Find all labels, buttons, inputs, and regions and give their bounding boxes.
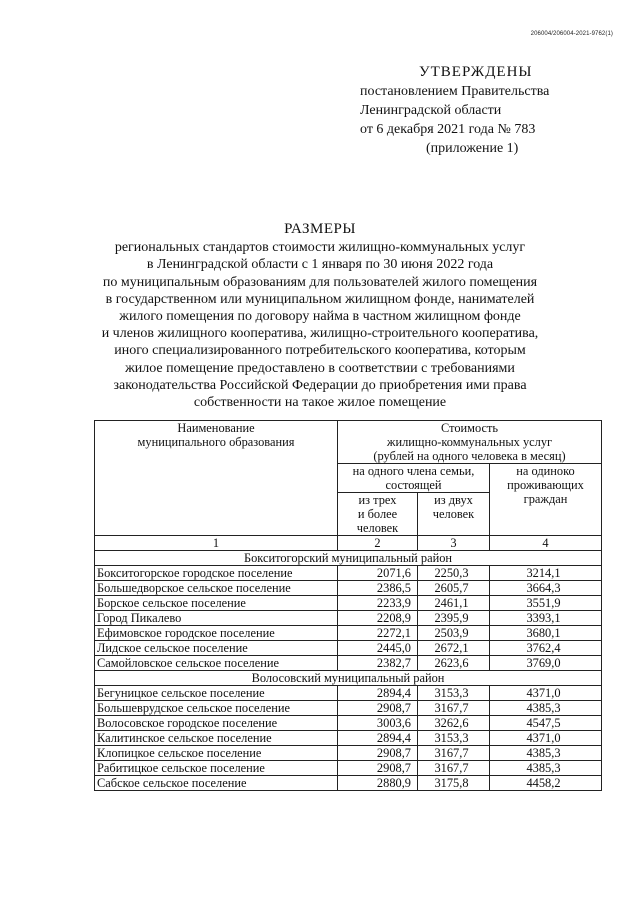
header-cost: [338, 421, 602, 464]
municipality-name: Волосовское городское поселение: [95, 716, 338, 731]
municipality-name: Большеврудское сельское поселение: [95, 701, 338, 716]
value-two: 3153,3: [418, 686, 490, 701]
header-municipality-line: Наименование: [177, 421, 255, 435]
district-name: Бокситогорский муниципальный район: [95, 551, 602, 566]
heading-line: иного специализированного потребительского кооператива, которым: [114, 343, 526, 359]
value-single: 3680,1: [490, 626, 602, 641]
value-two: 2395,9: [418, 611, 490, 626]
municipality-name: Ефимовское городское поселение: [95, 626, 338, 641]
value-three-plus: 2445,0: [338, 641, 418, 656]
column-number: 3: [418, 536, 490, 551]
column-number-row: [95, 536, 602, 551]
value-single: 4458,2: [490, 776, 602, 791]
header-single-line: граждан: [523, 492, 568, 506]
value-two: 3153,3: [418, 731, 490, 746]
table-row: [95, 686, 602, 701]
municipality-name: Город Пикалево: [95, 611, 338, 626]
value-single: 4385,3: [490, 746, 602, 761]
value-two: 2250,3: [418, 566, 490, 581]
header-three-line: человек: [356, 521, 399, 535]
header-three-line: из трех: [358, 493, 397, 507]
header-municipality: [95, 421, 338, 536]
district-name: Волосовский муниципальный район: [95, 671, 602, 686]
heading-line: собственности на такое жилое помещение: [193, 395, 447, 411]
header-cost-line: жилищно-коммунальных услуг: [386, 435, 553, 449]
value-single: 3393,1: [490, 611, 602, 626]
table-row: [95, 746, 602, 761]
header-family-line: состоящей: [385, 478, 442, 492]
value-two: 3167,7: [418, 761, 490, 776]
table-row: [95, 731, 602, 746]
approval-appendix: (приложение 1): [426, 141, 519, 156]
value-single: 3769,0: [490, 656, 602, 671]
value-three-plus: 2908,7: [338, 761, 418, 776]
value-single: 4547,5: [490, 716, 602, 731]
header-family: [338, 464, 490, 493]
value-two: 2672,1: [418, 641, 490, 656]
approval-title: УТВЕРЖДЕНЫ: [419, 64, 533, 80]
document-id: 206004/206004-2021-9762(1): [530, 31, 613, 37]
heading-line: законодательства Российской Федерации до приобретения ими права: [113, 377, 527, 393]
header-two-line: из двух: [434, 493, 473, 507]
municipality-name: Самойловское сельское поселение: [95, 656, 338, 671]
value-single: 3762,4: [490, 641, 602, 656]
table-row: [95, 626, 602, 641]
municipality-name: Лидское сельское поселение: [95, 641, 338, 656]
value-single: 4371,0: [490, 731, 602, 746]
value-three-plus: 3003,6: [338, 716, 418, 731]
heading-title: РАЗМЕРЫ: [284, 221, 356, 237]
value-three-plus: 2386,5: [338, 581, 418, 596]
header-two-line: человек: [432, 507, 475, 521]
header-cost-line: (рублей на одного человека в месяц): [373, 449, 566, 463]
value-two: 3167,7: [418, 746, 490, 761]
value-single: 3214,1: [490, 566, 602, 581]
value-three-plus: 2908,7: [338, 746, 418, 761]
municipality-name: Клопицкое сельское поселение: [95, 746, 338, 761]
value-three-plus: 2908,7: [338, 701, 418, 716]
heading-line: жилого помещения по договору найма в частном жилищном фонде: [119, 309, 521, 325]
table-row: [95, 611, 602, 626]
header-two: [418, 493, 490, 536]
approval-line-2: Ленинградской области: [360, 103, 502, 118]
value-three-plus: 2233,9: [338, 596, 418, 611]
municipality-name: Рабитицкое сельское поселение: [95, 761, 338, 776]
heading-line: в Ленинградской области с 1 января по 30 июня 2022 года: [146, 257, 494, 273]
value-three-plus: 2208,9: [338, 611, 418, 626]
heading-line: жилое помещение предоставлено в соответствии с требованиями: [125, 360, 515, 376]
value-two: 2461,1: [418, 596, 490, 611]
value-single: 4385,3: [490, 761, 602, 776]
municipality-name: Большедворское сельское поселение: [95, 581, 338, 596]
table-body: [95, 551, 602, 791]
table-row: [95, 566, 602, 581]
value-two: 2605,7: [418, 581, 490, 596]
value-two: 2623,6: [418, 656, 490, 671]
rates-table: [94, 420, 602, 791]
column-number: 2: [338, 536, 418, 551]
value-single: 3664,3: [490, 581, 602, 596]
header-single-line: проживающих: [507, 478, 584, 492]
value-single: 3551,9: [490, 596, 602, 611]
heading-line: и членов жилищного кооператива, жилищно-строительного кооператива,: [101, 326, 539, 342]
municipality-name: Калитинское сельское поселение: [95, 731, 338, 746]
municipality-name: Борское сельское поселение: [95, 596, 338, 611]
value-single: 4371,0: [490, 686, 602, 701]
table-row: [95, 596, 602, 611]
document-heading: [60, 221, 580, 411]
table-row: [95, 761, 602, 776]
heading-line: по муниципальным образованиям для пользователей жилого помещения: [102, 274, 538, 290]
value-single: 4385,3: [490, 701, 602, 716]
district-row: [95, 671, 602, 686]
table-row: [95, 581, 602, 596]
table-row: [95, 656, 602, 671]
value-three-plus: 2382,7: [338, 656, 418, 671]
header-three-plus: [338, 493, 418, 536]
column-number: 4: [490, 536, 602, 551]
header-single-line: на одиноко: [516, 464, 575, 478]
municipality-name: Бегуницкое сельское поселение: [95, 686, 338, 701]
approval-line-1: постановлением Правительства: [360, 84, 550, 99]
value-three-plus: 2894,4: [338, 731, 418, 746]
header-single: [490, 464, 602, 536]
header-three-line: и более: [357, 507, 398, 521]
value-three-plus: 2880,9: [338, 776, 418, 791]
heading-line: в государственном или муниципальном жилищном фонде, нанимателей: [105, 291, 535, 307]
value-three-plus: 2894,4: [338, 686, 418, 701]
value-two: 2503,9: [418, 626, 490, 641]
header-municipality-line: муниципального образования: [137, 435, 295, 449]
municipality-name: Сабское сельское поселение: [95, 776, 338, 791]
table-row: [95, 716, 602, 731]
value-two: 3262,6: [418, 716, 490, 731]
table-row: [95, 776, 602, 791]
value-two: 3175,8: [418, 776, 490, 791]
header-family-line: на одного члена семьи,: [352, 464, 475, 478]
table-row: [95, 641, 602, 656]
value-three-plus: 2071,6: [338, 566, 418, 581]
column-number: 1: [95, 536, 338, 551]
value-three-plus: 2272,1: [338, 626, 418, 641]
heading-line: региональных стандартов стоимости жилищно-коммунальных услуг: [114, 240, 526, 256]
table-row: [95, 701, 602, 716]
approval-block: [360, 62, 610, 158]
municipality-name: Бокситогорское городское поселение: [95, 566, 338, 581]
header-cost-line: Стоимость: [440, 421, 499, 435]
value-two: 3167,7: [418, 701, 490, 716]
approval-line-3: от 6 декабря 2021 года № 783: [360, 122, 536, 137]
district-row: [95, 551, 602, 566]
